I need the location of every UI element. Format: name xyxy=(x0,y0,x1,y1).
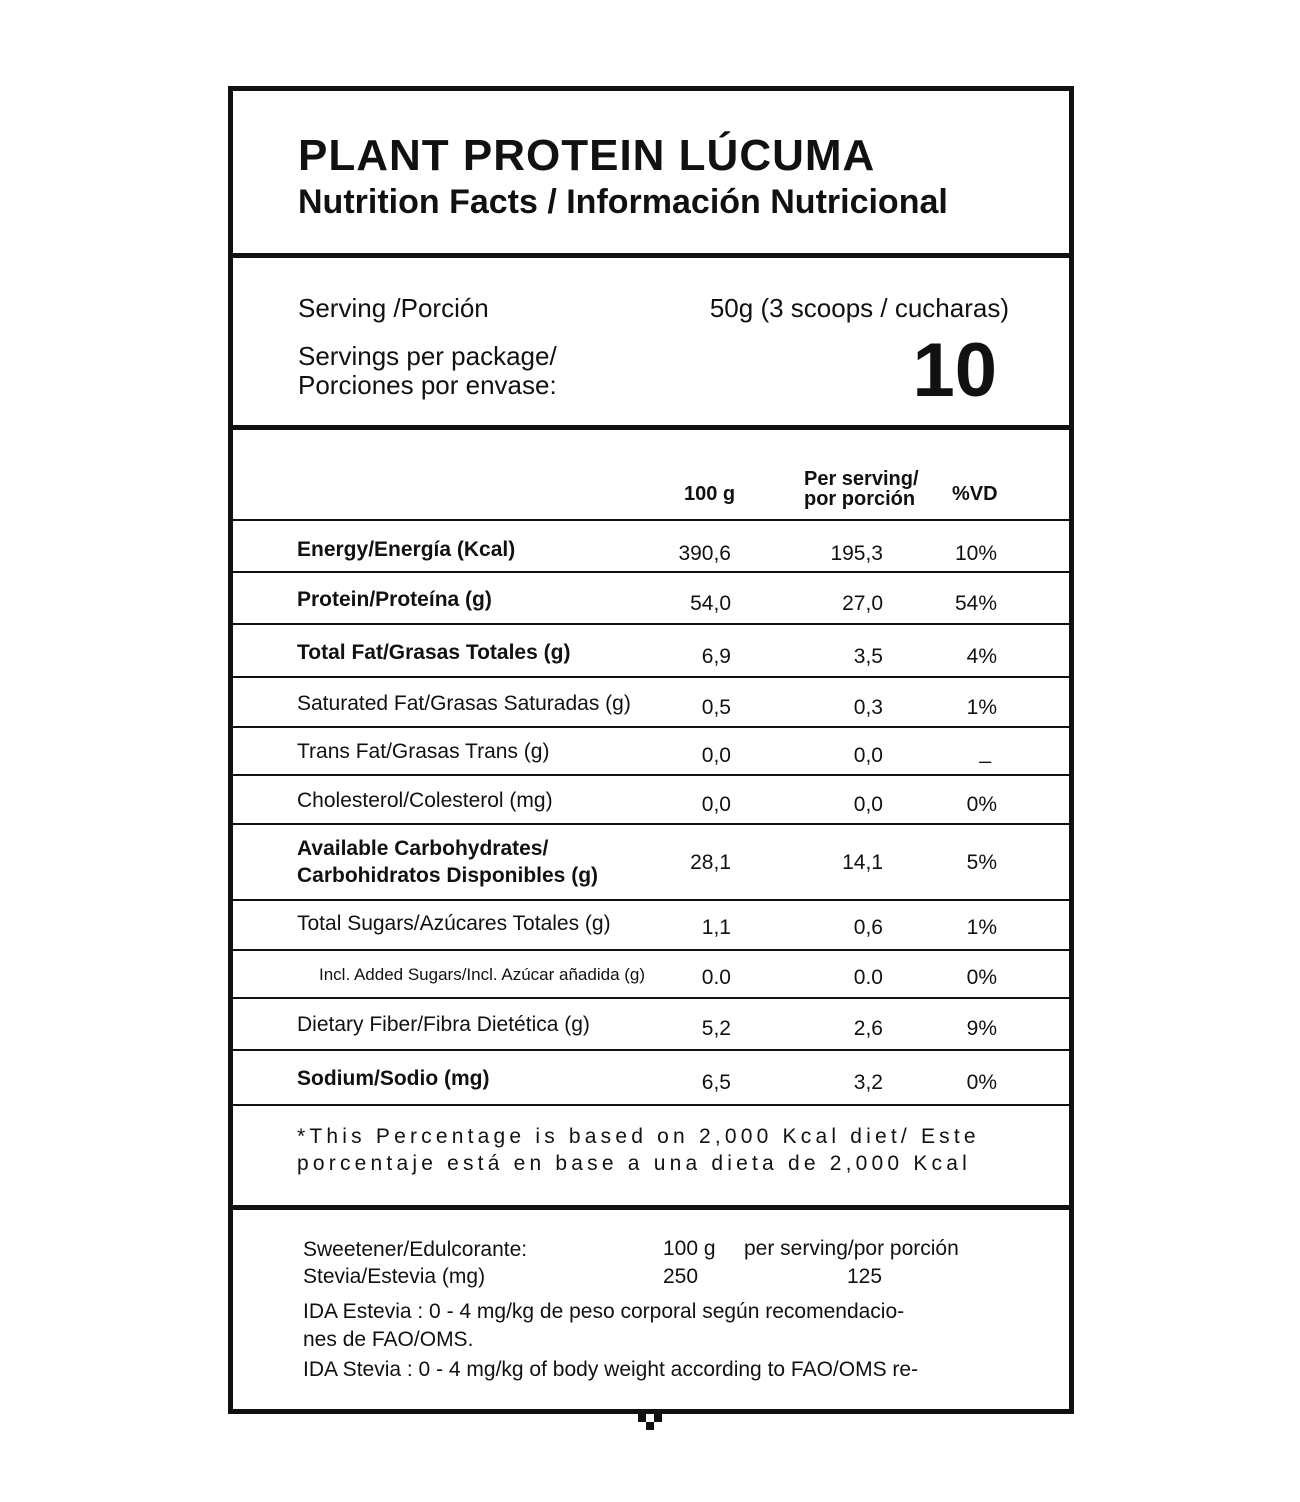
row-value-vd: 9% xyxy=(966,1017,997,1040)
nutrition-label xyxy=(228,86,1074,1414)
row-value-serving: 0.0 xyxy=(853,966,883,989)
divider xyxy=(233,823,1069,825)
row-value-vd: 1% xyxy=(966,916,997,939)
row-value-serving: 2,6 xyxy=(853,1017,883,1040)
label-subtitle: Nutrition Facts / Información Nutricional xyxy=(298,183,948,221)
row-value-100g: 1,1 xyxy=(701,916,731,939)
ida-en-line-1: IDA Stevia : 0 - 4 mg/kg of body weight according to FAO/OMS re- xyxy=(303,1358,919,1381)
notch-mark xyxy=(638,1414,646,1422)
row-label-cholesterol: Cholesterol/Colesterol (mg) xyxy=(297,789,553,812)
row-value-vd: 10% xyxy=(954,542,997,565)
notch-mark xyxy=(646,1422,654,1430)
divider xyxy=(233,997,1069,999)
col-header-per-serving-es: por porción xyxy=(804,488,916,510)
stevia-label: Stevia/Estevia (mg) xyxy=(303,1265,486,1288)
row-value-serving: 195,3 xyxy=(830,542,883,565)
row-label-carbohydrates-es: Carbohidratos Disponibles (g) xyxy=(297,864,599,887)
divider xyxy=(233,676,1069,678)
row-value-serving: 27,0 xyxy=(842,592,883,615)
servings-per-package-value: 10 xyxy=(912,328,997,413)
row-value-vd: 5% xyxy=(966,851,997,874)
ida-es-line-1: IDA Estevia : 0 - 4 mg/kg de peso corporal según recomendacio- xyxy=(303,1300,905,1323)
sweetener-col-100g: 100 g xyxy=(663,1237,716,1260)
row-value-serving: 3,5 xyxy=(853,645,883,668)
row-value-serving: 14,1 xyxy=(842,851,883,874)
row-value-vd: _ xyxy=(979,741,991,764)
row-label-total-sugars: Total Sugars/Azúcares Totales (g) xyxy=(297,912,611,935)
serving-value: 50g (3 scoops / cucharas) xyxy=(709,293,1009,323)
notch-mark xyxy=(654,1414,662,1422)
row-value-serving: 0,0 xyxy=(853,744,883,767)
row-value-serving: 0,3 xyxy=(853,696,883,719)
divider xyxy=(233,253,1069,258)
serving-label: Serving /Porción xyxy=(298,293,489,323)
divider xyxy=(233,1049,1069,1051)
divider xyxy=(233,571,1069,573)
row-value-vd: 4% xyxy=(966,645,997,668)
divider xyxy=(233,1104,1069,1106)
footnote-line-2: porcentaje está en base a una dieta de 2,000 Kcal xyxy=(297,1152,971,1175)
row-value-serving: 0,6 xyxy=(853,916,883,939)
row-label-added-sugars: Incl. Added Sugars/Incl. Azúcar añadida (g) xyxy=(319,965,646,984)
row-value-100g: 0,0 xyxy=(701,793,731,816)
divider xyxy=(233,774,1069,776)
row-value-serving: 3,2 xyxy=(853,1071,883,1094)
divider xyxy=(233,949,1069,951)
row-value-100g: 0.0 xyxy=(701,966,731,989)
row-value-100g: 6,5 xyxy=(701,1071,731,1094)
product-title: PLANT PROTEIN LÚCUMA xyxy=(298,131,876,180)
stevia-value-serving: 125 xyxy=(847,1265,883,1288)
row-label-sodium: Sodium/Sodio (mg) xyxy=(297,1067,490,1090)
divider xyxy=(233,726,1069,728)
row-value-100g: 28,1 xyxy=(690,851,731,874)
row-value-vd: 0% xyxy=(966,793,997,816)
row-value-vd: 54% xyxy=(954,592,997,615)
row-label-total-fat: Total Fat/Grasas Totales (g) xyxy=(297,641,571,664)
row-value-vd: 0% xyxy=(966,1071,997,1094)
col-header-per-serving: Per serving/ xyxy=(804,468,919,490)
row-label-protein: Protein/Proteína (g) xyxy=(297,588,492,611)
divider xyxy=(233,519,1069,521)
row-label-dietary-fiber: Dietary Fiber/Fibra Dietética (g) xyxy=(297,1013,590,1036)
row-label-saturated-fat: Saturated Fat/Grasas Saturadas (g) xyxy=(297,692,631,715)
row-value-vd: 0% xyxy=(966,966,997,989)
footnote-line-1: *This Percentage is based on 2,000 Kcal diet/ Este xyxy=(297,1125,980,1148)
stevia-value-100g: 250 xyxy=(663,1265,699,1288)
row-label-carbohydrates: Available Carbohydrates/ xyxy=(297,837,549,860)
row-value-serving: 0,0 xyxy=(853,793,883,816)
sweetener-label: Sweetener/Edulcorante: xyxy=(303,1238,528,1261)
row-value-100g: 0,0 xyxy=(701,744,731,767)
divider xyxy=(233,1205,1069,1210)
row-value-100g: 390,6 xyxy=(678,542,731,565)
row-label-trans-fat: Trans Fat/Grasas Trans (g) xyxy=(297,740,550,763)
row-value-100g: 6,9 xyxy=(701,645,731,668)
divider xyxy=(233,425,1069,430)
sweetener-col-serving: per serving/por porción xyxy=(744,1237,959,1260)
servings-per-package-label-es: Porciones por envase: xyxy=(298,370,557,400)
divider xyxy=(233,623,1069,625)
row-value-100g: 5,2 xyxy=(701,1017,731,1040)
servings-per-package-label: Servings per package/ xyxy=(298,341,557,371)
row-value-100g: 0,5 xyxy=(701,696,731,719)
ida-es-line-2: nes de FAO/OMS. xyxy=(303,1328,474,1351)
col-header-100g: 100 g xyxy=(684,483,736,505)
row-value-vd: 1% xyxy=(966,696,997,719)
divider xyxy=(233,899,1069,901)
col-header-vd: %VD xyxy=(952,483,998,505)
row-label-energy: Energy/Energía (Kcal) xyxy=(297,538,516,561)
row-value-100g: 54,0 xyxy=(690,592,731,615)
